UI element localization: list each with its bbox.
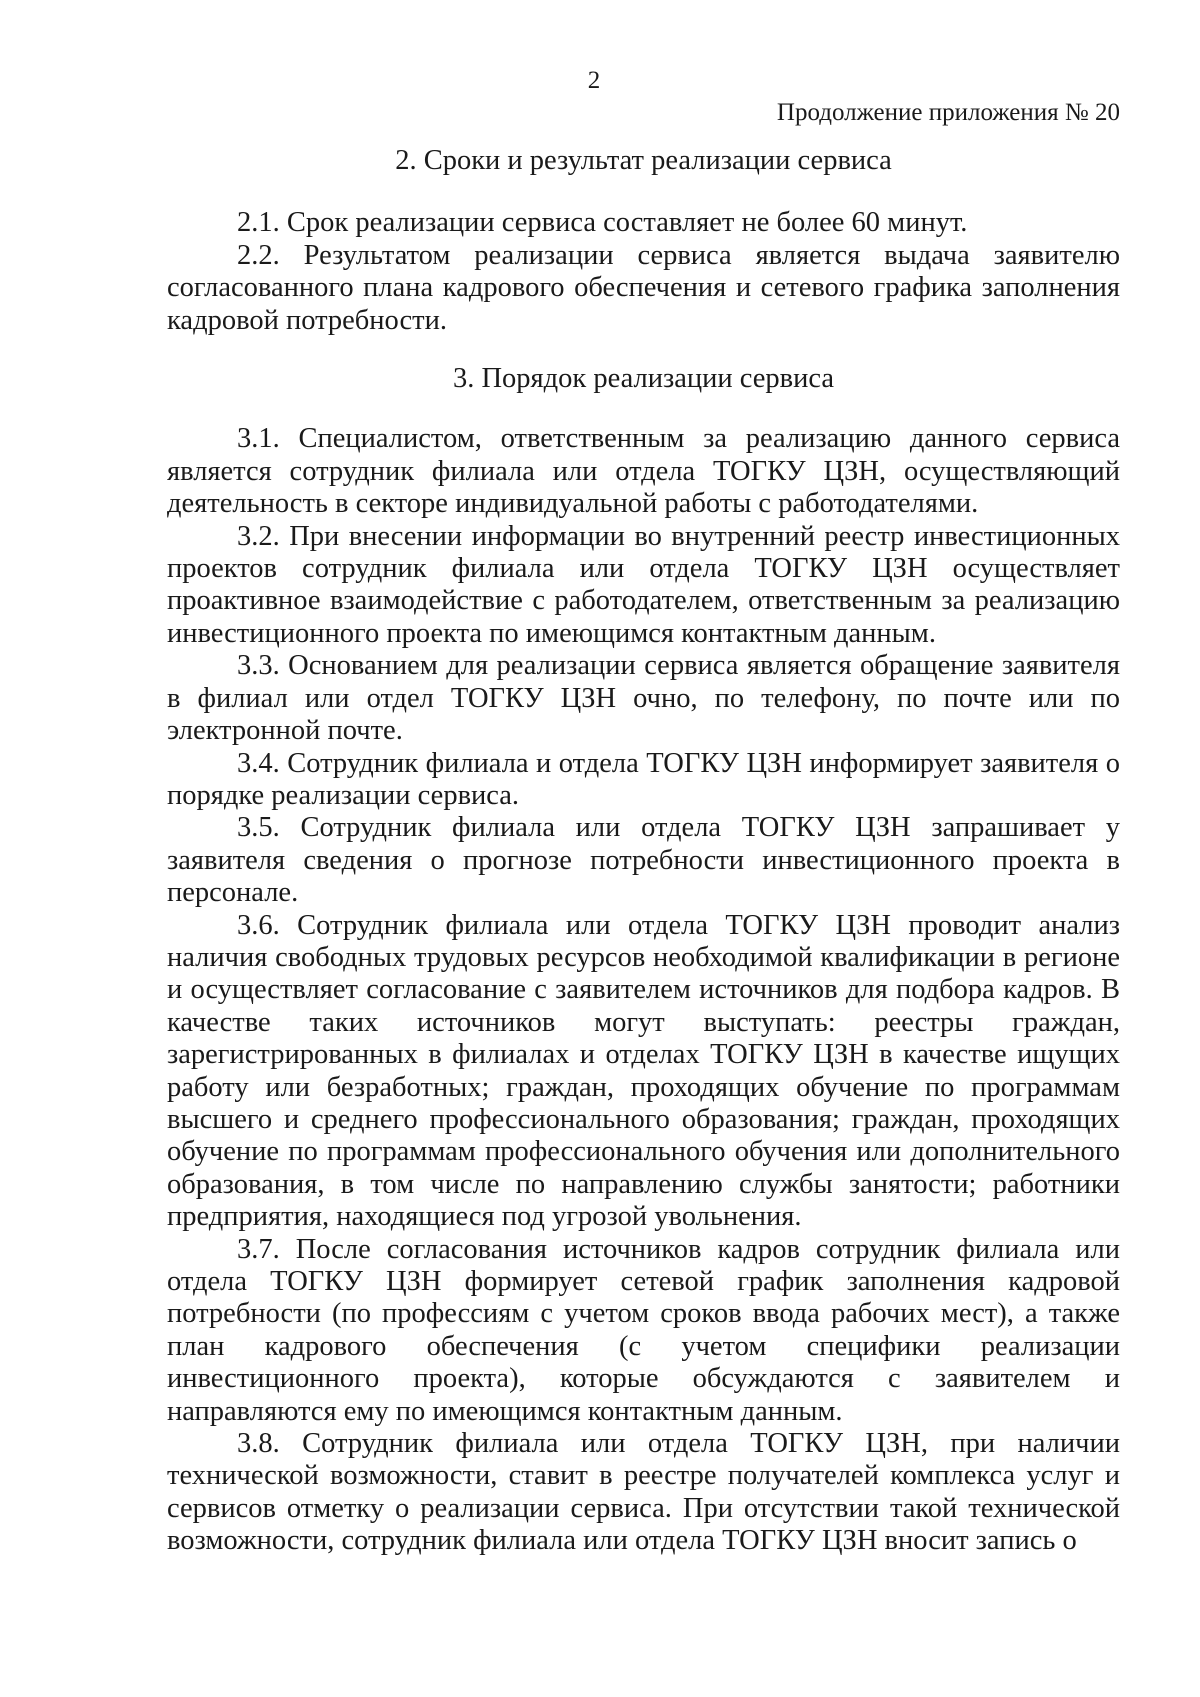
paragraph-3-3: 3.3. Основанием для реализации сервиса является обращение заявителя в филиал или отдел ТОГКУ ЦЗН очно, по телефону, по почте или по электронной почте. [167, 650, 1120, 747]
section-3-heading: 3. Порядок реализации сервиса [452, 363, 835, 395]
section-2-heading: 2. Сроки и результат реализации сервиса [395, 145, 892, 176]
page-number: 2 [587, 67, 601, 94]
document-body [167, 145, 1120, 1558]
paragraph-3-4: 3.4. Сотрудник филиала и отдела ТОГКУ ЦЗН информирует заявителя о порядке реализации сервиса. [167, 747, 1120, 811]
appendix-continuation-label: Продолжение приложения № 20 [776, 99, 1120, 126]
paragraph-3-6: 3.6. Сотрудник филиала или отдела ТОГКУ ЦЗН проводит анализ наличия свободных трудовых ресурсов необходимой квалификации в регионе и осуществляет согласование с заявителем источников для подбора кадров. В качестве таких источников могут выступать: реестры граждан, зарегистрированных в филиалах и отделах ТОГКУ ЦЗН в качестве ищущих работу или безработных; граждан, проходящих обучение по программам высшего и среднего профессионального образования; граждан, проходящих обучение по программам профессионального обучения или дополнительного образования, в том числе по направлению службы занятости; работники предприятия, находящиеся под угрозой увольнения. [167, 909, 1120, 1233]
paragraph-3-2: 3.2. При внесении информации во внутренний реестр инвестиционных проектов сотрудник филиала или отдела ТОГКУ ЦЗН осуществляет проактивное взаимодействие с работодателем, ответственным за реализацию инвестиционного проекта по имеющимся контактным данным. [167, 520, 1120, 649]
paragraph-3-8: 3.8. Сотрудник филиала или отдела ТОГКУ ЦЗН, при наличии технической возможности, ставит в реестре получателей комплекса услуг и сервисов отметку о реализации сервиса. При отсутствии такой технической возможности, сотрудник филиала или отдела ТОГКУ ЦЗН вносит запись о [167, 1428, 1120, 1557]
paragraph-2-1: 2.1. Срок реализации сервиса составляет не более 60 минут. [237, 207, 968, 239]
paragraph-3-5: 3.5. Сотрудник филиала или отдела ТОГКУ ЦЗН запрашивает у заявителя сведения о прогнозе потребности инвестиционного проекта в персонале. [167, 812, 1120, 909]
paragraph-2-2: 2.2. Результатом реализации сервиса является выдача заявителю согласованного плана кадрового обеспечения и сетевого графика заполнения кадровой потребности. [167, 239, 1120, 336]
paragraph-3-1: 3.1. Специалистом, ответственным за реализацию данного сервиса является сотрудник филиала или отдела ТОГКУ ЦЗН, осуществляющий деятельность в секторе индивидуальной работы с работодателями. [167, 423, 1120, 520]
paragraph-3-7: 3.7. После согласования источников кадров сотрудник филиала или отдела ТОГКУ ЦЗН формирует сетевой график заполнения кадровой потребности (по профессиям с учетом сроков ввода рабочих мест), а также план кадрового обеспечения (с учетом специфики реализации инвестиционного проекта), которые обсуждаются с заявителем и направляются ему по имеющимся контактным данным. [167, 1233, 1120, 1427]
